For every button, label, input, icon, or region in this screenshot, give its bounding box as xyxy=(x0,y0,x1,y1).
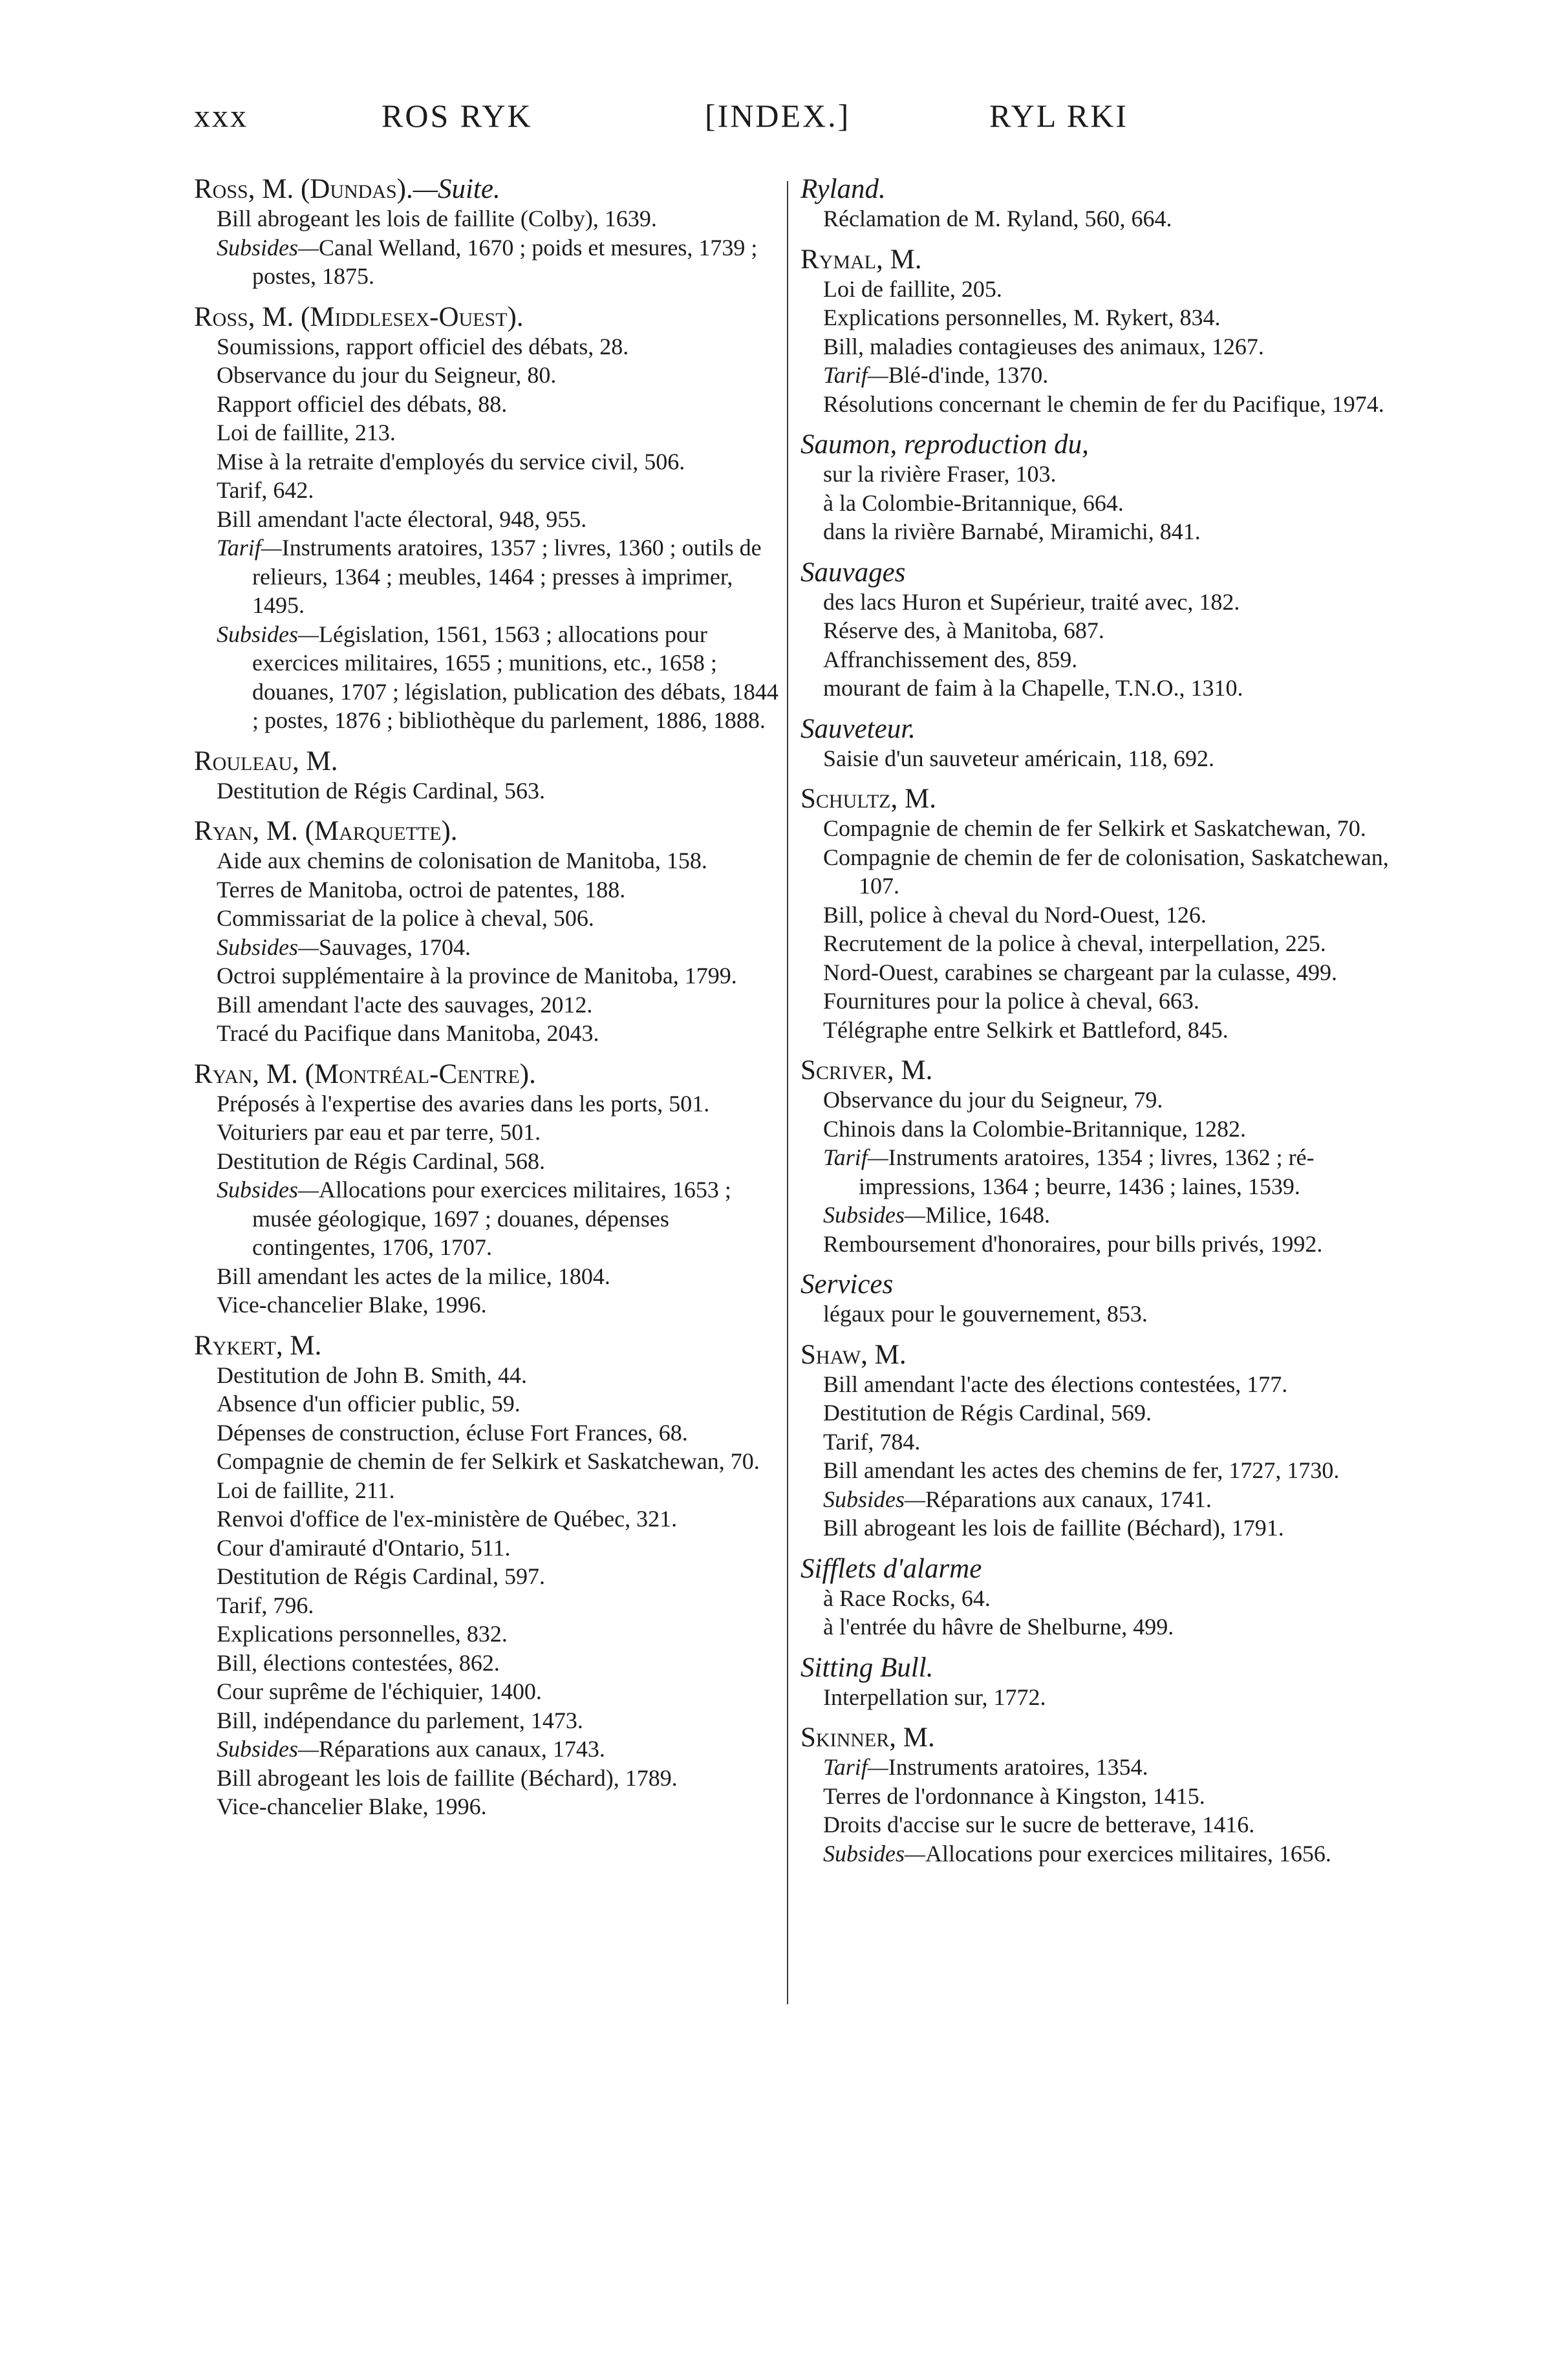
entry-heading-name: Ryland. xyxy=(800,174,886,204)
entry-line xyxy=(800,517,1395,546)
entry-line xyxy=(194,390,779,419)
entry-line xyxy=(194,875,779,905)
entry-heading-name: Ryan, M. (Montréal-Centre). xyxy=(194,1058,536,1089)
entry-heading-name: Sitting Bull. xyxy=(800,1652,934,1683)
entry-line-text: Tarif, 796. xyxy=(217,1592,314,1618)
entry-line xyxy=(194,1792,779,1821)
entry-line-text: Observance du jour du Seigneur, 79. xyxy=(823,1087,1163,1113)
index-entry-sitting-bull xyxy=(800,1653,1395,1712)
entry-heading xyxy=(800,1270,1395,1300)
entry-line-text: Résolutions concernant le chemin de fer du Pacifique, 1974. xyxy=(823,391,1384,417)
entry-line-category: Tarif— xyxy=(217,535,282,561)
entry-line xyxy=(194,1175,779,1262)
entry-line-text: mourant de faim à la Chapelle, T.N.O., 1310. xyxy=(823,675,1243,701)
entry-line-text: sur la rivière Fraser, 103. xyxy=(823,461,1057,487)
entry-line-text: Fournitures pour la police à cheval, 663. xyxy=(823,988,1199,1014)
entry-line xyxy=(800,1839,1395,1869)
entry-line xyxy=(800,1514,1395,1543)
entry-line xyxy=(800,1300,1395,1329)
entry-line xyxy=(194,1649,779,1678)
entry-line-text: Allocations pour exercices militaires, 1653 ; musée géologique, 1697 ; douanes, dépenses contingentes, 1706, 1707. xyxy=(252,1177,731,1260)
entry-line xyxy=(800,390,1395,419)
entry-line-text: légaux pour le gouvernement, 853. xyxy=(823,1301,1148,1327)
entry-line xyxy=(800,460,1395,489)
entry-heading-suffix: —Suite. xyxy=(413,174,500,204)
entry-line-text: Instruments aratoires, 1357 ; livres, 1360 ; outils de relieurs, 1364 ; meubles, 1464 ; presses à imprimer, 1495. xyxy=(252,535,762,618)
entry-line-text: Bill, élections contestées, 862. xyxy=(217,1649,500,1676)
entry-line-text: Saisie d'un sauveteur américain, 118, 692. xyxy=(823,745,1214,771)
entry-line-text: Octroi supplémentaire à la province de Manitoba, 1799. xyxy=(217,963,737,989)
entry-line-text: Réparations aux canaux, 1743. xyxy=(319,1736,605,1762)
entry-line xyxy=(194,1089,779,1119)
entry-line xyxy=(800,1753,1395,1782)
entry-heading xyxy=(800,1653,1395,1683)
entry-line-text: Bill, indépendance du parlement, 1473. xyxy=(217,1707,583,1733)
entry-heading xyxy=(194,1060,779,1089)
entry-line-text: à l'entrée du hâvre de Shelburne, 499. xyxy=(823,1614,1174,1640)
entry-line xyxy=(800,303,1395,332)
entry-heading-name: Rymal, M. xyxy=(800,244,922,275)
entry-line-text: Terres de Manitoba, octroi de patentes, 188. xyxy=(217,876,626,903)
entry-line-text: Milice, 1648. xyxy=(925,1202,1050,1228)
entry-line-text: dans la rivière Barnabé, Miramichi, 841. xyxy=(823,519,1201,544)
header-range-left: ROS RYK xyxy=(381,98,533,134)
entry-heading xyxy=(800,784,1395,814)
entry-line-text: Cour d'amirauté d'Ontario, 511. xyxy=(217,1534,511,1561)
entry-line xyxy=(800,1115,1395,1144)
entry-line xyxy=(194,1019,779,1048)
entry-line-text: Chinois dans la Colombie-Britannique, 1282. xyxy=(823,1115,1246,1142)
entry-line xyxy=(800,588,1395,617)
entry-heading xyxy=(800,1056,1395,1086)
index-column-right xyxy=(800,175,1395,1879)
entry-heading xyxy=(194,747,779,776)
entry-line xyxy=(800,489,1395,518)
index-entry-services xyxy=(800,1270,1395,1329)
entry-line-text: à Race Rocks, 64. xyxy=(823,1585,991,1611)
header-title: [INDEX.] xyxy=(705,98,851,134)
entry-line xyxy=(194,1361,779,1390)
entry-line-text: Réparations aux canaux, 1741. xyxy=(925,1486,1212,1512)
entry-heading-name: Sifflets d'alarme xyxy=(800,1553,982,1584)
entry-heading-name: Saumon, reproduction du, xyxy=(800,429,1089,460)
entry-line xyxy=(194,991,779,1020)
entry-line xyxy=(194,1620,779,1649)
entry-line xyxy=(194,533,779,620)
entry-line xyxy=(194,1505,779,1534)
entry-line xyxy=(800,987,1395,1016)
entry-heading xyxy=(194,175,779,204)
entry-heading xyxy=(800,430,1395,460)
entry-heading xyxy=(194,1331,779,1361)
entry-line xyxy=(194,233,779,291)
entry-line xyxy=(800,1143,1395,1201)
entry-line xyxy=(194,1447,779,1476)
index-column-left xyxy=(194,175,779,1833)
entry-line xyxy=(800,1485,1395,1514)
entry-line-text: Bill, police à cheval du Nord-Ouest, 126. xyxy=(823,901,1207,928)
entry-line xyxy=(194,332,779,361)
entry-line xyxy=(800,1428,1395,1457)
entry-line xyxy=(800,929,1395,958)
entry-line-text: Bill amendant les actes de la milice, 1804. xyxy=(217,1263,610,1289)
entry-line-text: Remboursement d'honoraires, pour bills privés, 1992. xyxy=(823,1230,1323,1257)
entry-line xyxy=(800,1456,1395,1485)
entry-line-text: des lacs Huron et Supérieur, traité avec, 182. xyxy=(823,588,1240,615)
entry-heading-name: Ryan, M. (Marquette). xyxy=(194,816,458,846)
entry-heading-name: Skinner, M. xyxy=(800,1722,935,1753)
entry-line-category: Subsides— xyxy=(217,234,319,261)
index-entry-saumon-reproduction-du xyxy=(800,430,1395,546)
entry-line-text: Bill amendant les actes des chemins de fer, 1727, 1730. xyxy=(823,1457,1340,1483)
entry-line-text: Compagnie de chemin de fer Selkirk et Saskatchewan, 70. xyxy=(217,1448,760,1474)
entry-line xyxy=(194,1735,779,1764)
entry-line-text: Rapport officiel des débats, 88. xyxy=(217,391,508,417)
index-entry-skinner-m xyxy=(800,1723,1395,1868)
entry-line xyxy=(194,1591,779,1620)
entry-line xyxy=(800,1398,1395,1428)
entry-line-text: Aide aux chemins de colonisation de Manitoba, 158. xyxy=(217,848,707,873)
entry-heading-name: Ross, M. (Middlesex-Ouest). xyxy=(194,301,524,332)
entry-heading-name: Sauveteur. xyxy=(800,713,916,744)
entry-line xyxy=(800,1201,1395,1230)
entry-line-category: Subsides— xyxy=(823,1840,926,1867)
index-entry-schultz-m xyxy=(800,784,1395,1044)
entry-line-text: Mise à la retraite d'employés du service civil, 506. xyxy=(217,448,685,475)
entry-line-text: Explications personnelles, M. Rykert, 834. xyxy=(823,305,1221,330)
entry-line-text: Destitution de Régis Cardinal, 563. xyxy=(217,777,545,804)
entry-line xyxy=(194,1534,779,1563)
entry-line-text: Recrutement de la police à cheval, interpellation, 225. xyxy=(823,930,1326,956)
entry-line xyxy=(194,1764,779,1793)
index-entry-ross-m-middlesex-ouest xyxy=(194,303,779,735)
entry-line-text: Interpellation sur, 1772. xyxy=(823,1684,1046,1710)
entry-heading xyxy=(800,245,1395,275)
entry-line-category: Subsides— xyxy=(217,1177,319,1203)
entry-line xyxy=(194,1262,779,1291)
entry-line-text: Loi de faillite, 211. xyxy=(217,1477,395,1503)
entry-line-text: Affranchissement des, 859. xyxy=(823,646,1078,672)
entry-line-text: Commissariat de la police à cheval, 506. xyxy=(217,905,594,931)
entry-heading-name: Scriver, M. xyxy=(800,1055,933,1086)
index-entry-sauvages xyxy=(800,558,1395,703)
entry-line xyxy=(800,1810,1395,1839)
entry-line-text: Allocations pour exercices militaires, 1656. xyxy=(925,1840,1331,1867)
entry-line xyxy=(194,1562,779,1591)
entry-line xyxy=(800,332,1395,361)
entry-heading-name: Services xyxy=(800,1269,894,1300)
entry-line-text: Tarif, 784. xyxy=(823,1428,921,1455)
entry-line xyxy=(194,1389,779,1419)
entry-line-text: Droits d'accise sur le sucre de betterave, 1416. xyxy=(823,1812,1255,1837)
index-entry-shaw-m xyxy=(800,1340,1395,1543)
entry-line-text: Destitution de Régis Cardinal, 568. xyxy=(217,1148,545,1174)
entry-line-category: Tarif— xyxy=(823,362,888,388)
entry-line-text: Compagnie de chemin de fer de colonisation, Saskatchewan, 107. xyxy=(823,844,1389,899)
index-entry-ross-m-dundas xyxy=(194,175,779,291)
entry-line xyxy=(800,1086,1395,1115)
entry-line xyxy=(800,1230,1395,1259)
entry-line xyxy=(194,204,779,233)
entry-line-text: Soumissions, rapport officiel des débats, 28. xyxy=(217,333,629,359)
entry-line-text: Bill amendant l'acte des sauvages, 2012. xyxy=(217,991,593,1018)
entry-line-text: Explications personnelles, 832. xyxy=(217,1621,508,1647)
entry-line xyxy=(194,904,779,933)
entry-line xyxy=(194,620,779,735)
entry-line xyxy=(800,616,1395,645)
entry-line-text: Législation, 1561, 1563 ; allocations pour exercices militaires, 1655 ; munitions, etc., 1658 ; douanes, 1707 ; législation, publication des débats, 1844 ; postes, 1876 ; bibliothèque du parlement, 1886, 1888. xyxy=(252,621,779,733)
entry-line-text: Dépenses de construction, écluse Fort Frances, 68. xyxy=(217,1419,688,1446)
index-entry-rykert-m xyxy=(194,1331,779,1821)
page-header xyxy=(0,0,1568,155)
entry-line-text: Bill amendant l'acte électoral, 948, 955. xyxy=(217,506,587,532)
entry-line-text: Nord-Ouest, carabines se chargeant par la culasse, 499. xyxy=(823,959,1338,985)
header-range-right: RYL RKI xyxy=(989,98,1128,134)
entry-line-text: Bill amendant l'acte des élections contestées, 177. xyxy=(823,1371,1288,1397)
entry-line xyxy=(194,1706,779,1735)
index-entry-scriver-m xyxy=(800,1056,1395,1258)
entry-heading-name: Rouleau, M. xyxy=(194,745,338,776)
entry-line xyxy=(194,505,779,534)
entry-line xyxy=(800,1683,1395,1712)
index-entry-rouleau-m xyxy=(194,747,779,806)
entry-line-text: Bill, maladies contagieuses des animaux, 1267. xyxy=(823,333,1264,359)
entry-line xyxy=(800,1782,1395,1811)
entry-line-text: à la Colombie-Britannique, 664. xyxy=(823,489,1124,516)
entry-line xyxy=(800,645,1395,674)
entry-line xyxy=(800,1370,1395,1399)
entry-heading xyxy=(800,1554,1395,1584)
entry-line xyxy=(194,1419,779,1448)
entry-line-text: Loi de faillite, 205. xyxy=(823,275,1002,302)
entry-heading xyxy=(800,1340,1395,1370)
entry-heading xyxy=(800,714,1395,744)
entry-line-text: Loi de faillite, 213. xyxy=(217,420,396,445)
entry-line-text: Vice-chancelier Blake, 1996. xyxy=(217,1292,487,1318)
column-divider xyxy=(787,181,788,2004)
entry-line xyxy=(800,204,1395,233)
entry-line xyxy=(194,447,779,477)
entry-line-text: Télégraphe entre Selkirk et Battleford, 845. xyxy=(823,1016,1229,1043)
entry-heading xyxy=(194,817,779,846)
entry-heading-name: Shaw, M. xyxy=(800,1339,907,1370)
entry-line-category: Subsides— xyxy=(823,1486,926,1512)
entry-line-text: Instruments aratoires, 1354. xyxy=(888,1754,1148,1780)
entry-line xyxy=(800,1016,1395,1045)
entry-line xyxy=(194,776,779,806)
entry-line-category: Subsides— xyxy=(217,1736,319,1762)
entry-line xyxy=(194,418,779,447)
entry-line-text: Cour suprême de l'échiquier, 1400. xyxy=(217,1678,542,1704)
entry-line xyxy=(800,958,1395,987)
entry-line-text: Destitution de Régis Cardinal, 597. xyxy=(217,1563,545,1589)
entry-line-category: Subsides— xyxy=(217,621,319,647)
entry-line-text: Bill abrogeant les lois de faillite (Béchard), 1791. xyxy=(823,1515,1284,1541)
entry-line xyxy=(800,1584,1395,1613)
entry-line-text: Vice-chancelier Blake, 1996. xyxy=(217,1794,487,1819)
entry-heading-name: Sauvages xyxy=(800,557,906,588)
entry-line xyxy=(800,275,1395,304)
entry-line-category: Subsides— xyxy=(217,934,319,960)
entry-line-text: Bill abrogeant les lois de faillite (Béchard), 1789. xyxy=(217,1764,678,1791)
entry-line xyxy=(194,1476,779,1505)
entry-line xyxy=(194,961,779,991)
entry-line xyxy=(194,933,779,962)
entry-line xyxy=(800,674,1395,703)
index-entry-sifflets-d-alarme xyxy=(800,1554,1395,1642)
entry-line xyxy=(194,1677,779,1706)
index-entry-sauveteur xyxy=(800,714,1395,773)
entry-line xyxy=(194,361,779,390)
entry-line-category: Tarif— xyxy=(823,1144,888,1170)
entry-line-text: Réserve des, à Manitoba, 687. xyxy=(823,617,1104,643)
page-number: xxx xyxy=(194,98,248,134)
index-entry-ryland xyxy=(800,175,1395,233)
entry-line-text: Destitution de Régis Cardinal, 569. xyxy=(823,1400,1152,1426)
entry-heading-name: Schultz, M. xyxy=(800,784,936,814)
entry-line xyxy=(194,1147,779,1176)
entry-heading xyxy=(800,558,1395,588)
entry-line xyxy=(800,361,1395,390)
entry-line xyxy=(194,476,779,505)
entry-line xyxy=(800,1612,1395,1642)
entry-line xyxy=(800,744,1395,773)
index-entry-rymal-m xyxy=(800,245,1395,419)
entry-line xyxy=(800,843,1395,901)
entry-heading xyxy=(800,175,1395,204)
entry-line xyxy=(800,814,1395,843)
entry-line xyxy=(194,846,779,875)
entry-line-text: Tracé du Pacifique dans Manitoba, 2043. xyxy=(217,1020,599,1046)
entry-line-category: Subsides— xyxy=(823,1202,926,1228)
entry-heading-name: Rykert, M. xyxy=(194,1330,322,1361)
index-entry-ryan-m-montreal-centre xyxy=(194,1060,779,1320)
entry-line-text: Blé-d'inde, 1370. xyxy=(888,362,1049,388)
entry-line-text: Réclamation de M. Ryland, 560, 664. xyxy=(823,206,1172,231)
entry-line-text: Terres de l'ordonnance à Kingston, 1415. xyxy=(823,1783,1205,1809)
entry-heading xyxy=(800,1723,1395,1753)
entry-line-text: Renvoi d'office de l'ex-ministère de Québec, 321. xyxy=(217,1506,678,1532)
entry-line-text: Voituriers par eau et par terre, 501. xyxy=(217,1119,541,1145)
index-entry-ryan-m-marquette xyxy=(194,817,779,1048)
entry-line-text: Canal Welland, 1670 ; poids et mesures, 1739 ; postes, 1875. xyxy=(252,234,758,289)
entry-line-text: Préposés à l'expertise des avaries dans les ports, 501. xyxy=(217,1090,710,1117)
entry-heading-name: Ross, M. (Dundas). xyxy=(194,174,413,204)
entry-line xyxy=(194,1290,779,1320)
entry-line-text: Compagnie de chemin de fer Selkirk et Saskatchewan, 70. xyxy=(823,815,1366,841)
entry-line-text: Bill abrogeant les lois de faillite (Colby), 1639. xyxy=(217,206,657,231)
entry-line-text: Sauvages, 1704. xyxy=(319,934,471,960)
entry-line-text: Absence d'un officier public, 59. xyxy=(217,1391,521,1417)
entry-line-category: Tarif— xyxy=(823,1754,888,1780)
entry-line-text: Observance du jour du Seigneur, 80. xyxy=(217,362,557,388)
entry-line xyxy=(800,901,1395,930)
entry-line-text: Instruments aratoires, 1354 ; livres, 1362 ; ré-impressions, 1364 ; beurre, 1436 ; laines, 1539. xyxy=(859,1144,1315,1199)
entry-heading xyxy=(194,303,779,332)
entry-line-text: Destitution de John B. Smith, 44. xyxy=(217,1362,528,1388)
entry-line xyxy=(194,1118,779,1147)
entry-line-text: Tarif, 642. xyxy=(217,477,314,503)
